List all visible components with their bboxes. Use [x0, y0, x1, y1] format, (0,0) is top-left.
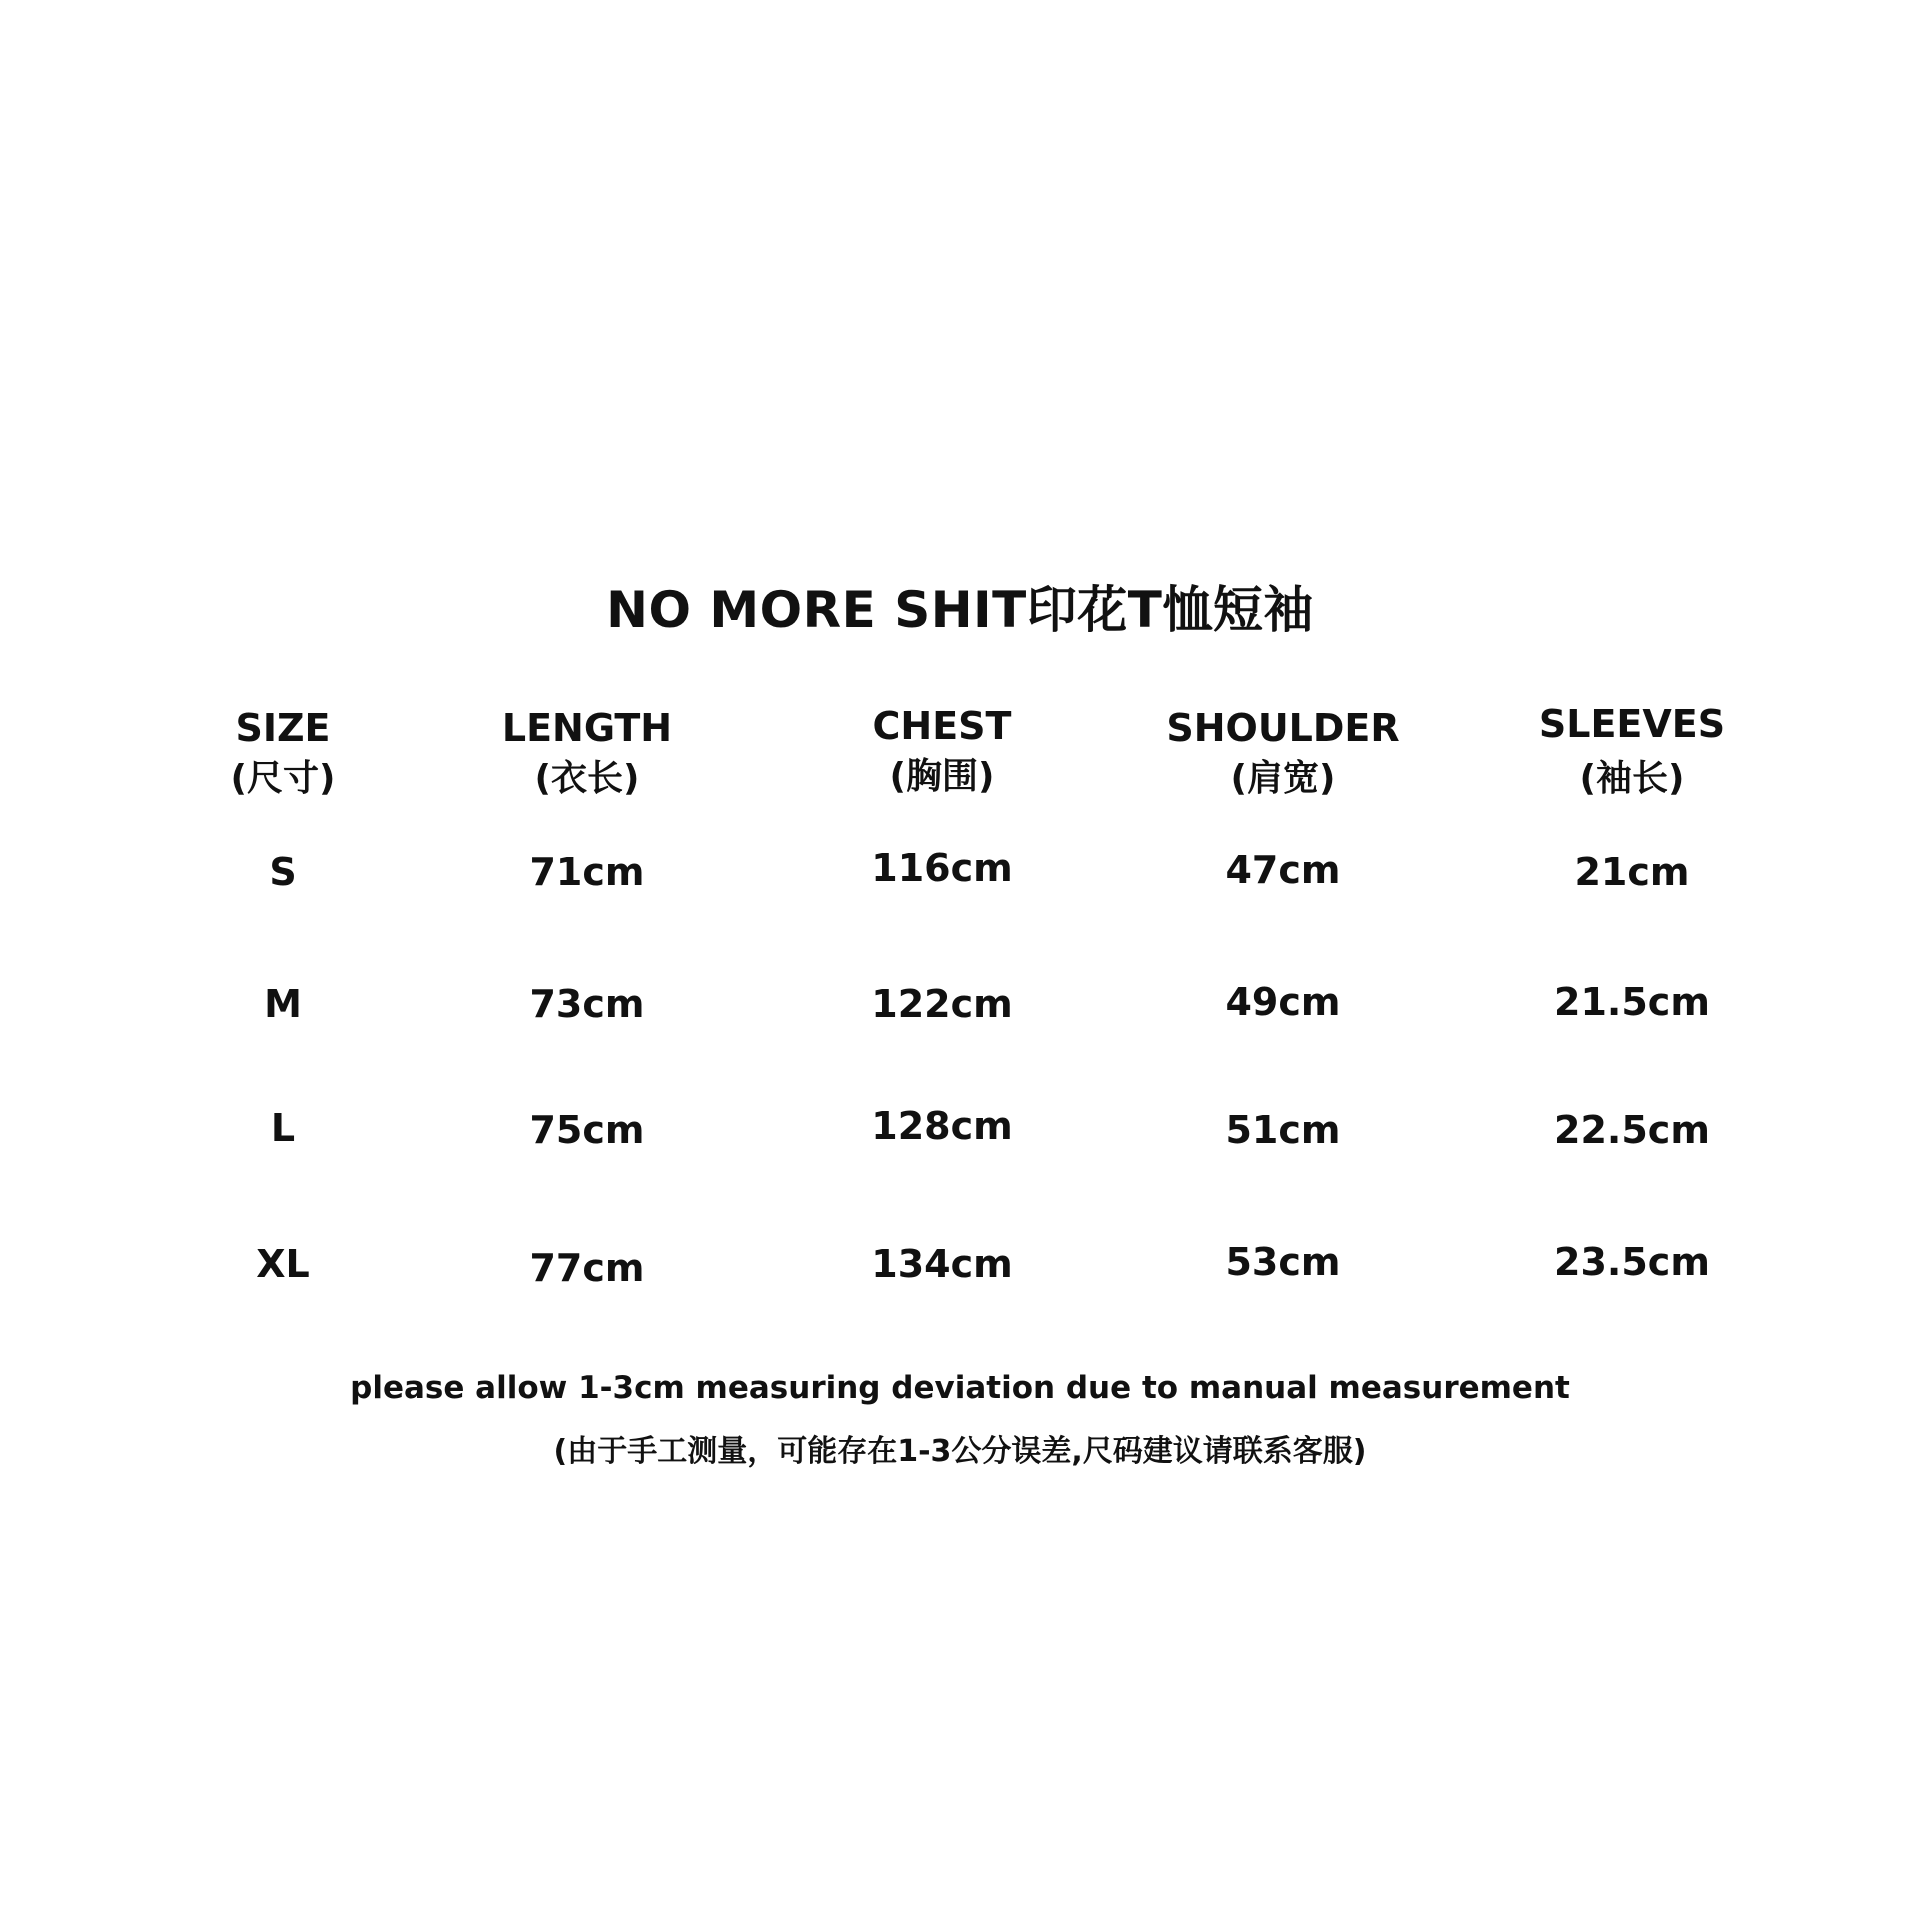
cell-chest: 128cm	[871, 1104, 1013, 1148]
header-shoulder-zh: (肩宽)	[1230, 758, 1336, 799]
cell-shoulder: 51cm	[1225, 1108, 1341, 1152]
cell-chest: 134cm	[871, 1242, 1013, 1286]
header-shoulder: SHOULDER	[1166, 706, 1400, 750]
cell-size: M	[264, 982, 302, 1026]
cell-chest: 122cm	[871, 982, 1013, 1026]
page-title: NO MORE SHIT印花T恤短袖	[606, 581, 1314, 639]
cell-length: 71cm	[529, 850, 645, 894]
header-sleeves: SLEEVES	[1538, 702, 1726, 746]
cell-shoulder: 47cm	[1225, 848, 1341, 892]
cell-length: 73cm	[529, 982, 645, 1026]
cell-sleeves: 21.5cm	[1554, 980, 1710, 1024]
header-length: LENGTH	[501, 706, 673, 750]
header-chest-zh: (胸围)	[889, 756, 995, 797]
cell-length: 77cm	[529, 1246, 645, 1290]
cell-sleeves: 21cm	[1574, 850, 1690, 894]
cell-size: L	[270, 1106, 296, 1150]
cell-chest: 116cm	[871, 846, 1013, 890]
header-size-zh: (尺寸)	[230, 758, 336, 799]
cell-size: XL	[256, 1242, 310, 1286]
header-size: SIZE	[235, 706, 331, 750]
cell-length: 75cm	[529, 1108, 645, 1152]
cell-sleeves: 23.5cm	[1554, 1240, 1710, 1284]
cell-sleeves: 22.5cm	[1554, 1108, 1710, 1152]
cell-shoulder: 53cm	[1225, 1240, 1341, 1284]
measurement-note-zh: (由于手工测量，可能存在1-3公分误差,尺码建议请联系客服)	[553, 1434, 1367, 1469]
cell-shoulder: 49cm	[1225, 980, 1341, 1024]
header-length-zh: (衣长)	[534, 758, 640, 799]
header-sleeves-zh: (袖长)	[1579, 758, 1685, 799]
header-chest: CHEST	[872, 704, 1012, 748]
cell-size: S	[269, 850, 297, 894]
measurement-note: please allow 1-3cm measuring deviation due to manual measurement	[350, 1370, 1570, 1406]
